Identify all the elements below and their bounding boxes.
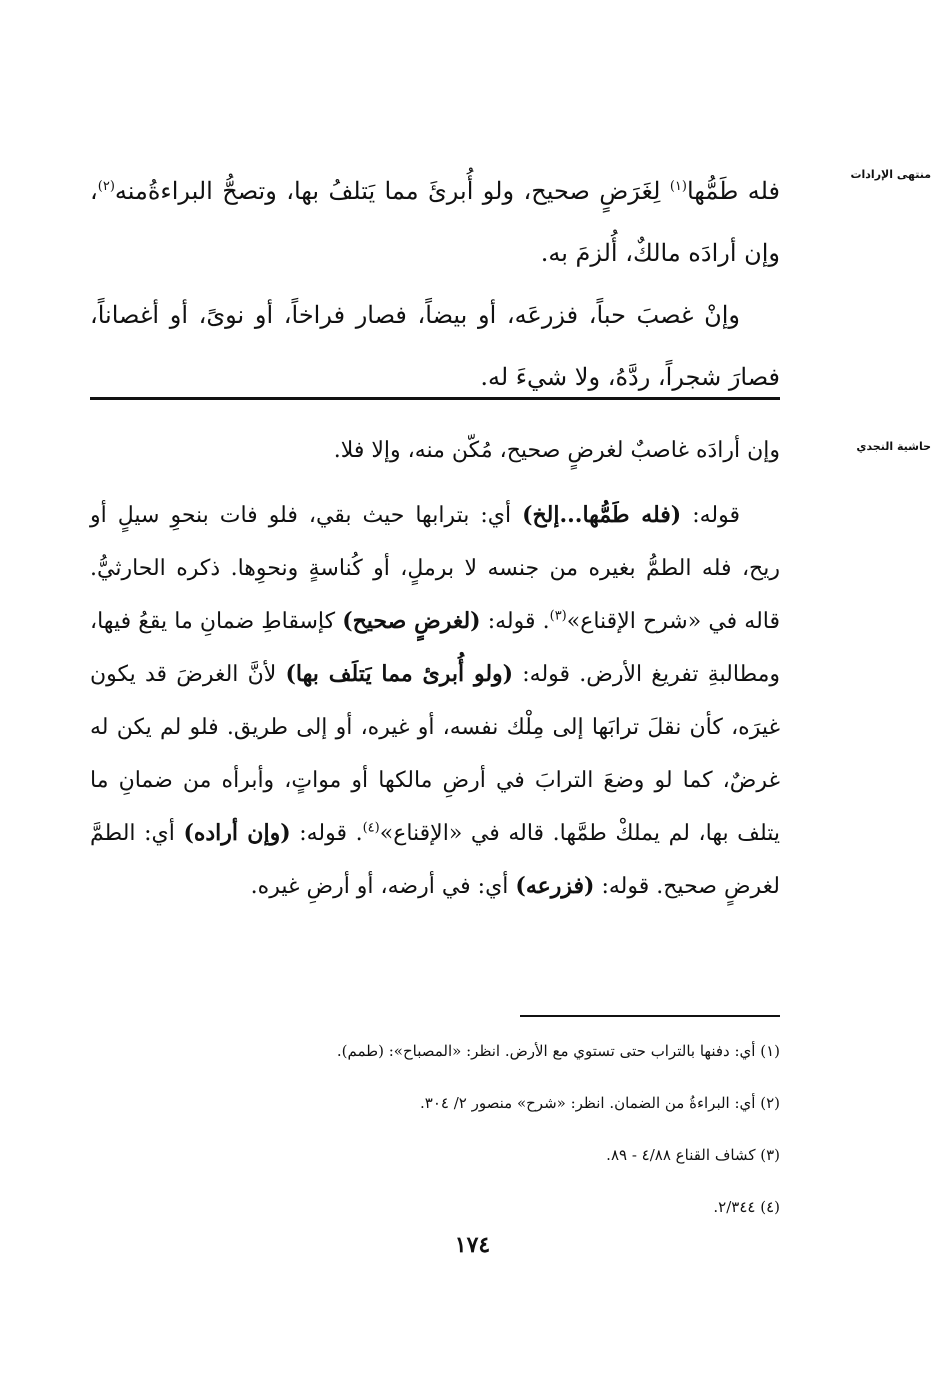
text-span: أي: في أرضه، أو أرضِ غيره. [250, 874, 516, 899]
text-span: أي: بترابها حيث بقي، فلو فات بنحوِ سيلٍ أو ريح، فله الطمُّ بغيره من جنسه لا برملٍ، أو كُناسةٍ ونحوِها. ذكره الحارثيُّ. قاله في «شرح الإقناع» [90, 503, 781, 634]
quoted-phrase: (وإن أراده) [183, 820, 291, 846]
text-span: . قوله: [480, 609, 550, 634]
text-span: لأنَّ الغرضَ قد يكون غيرَه، كأن نقلَ ترابَها إلى مِلْك نفسه، أو غيره، أو إلى طريق. فلو لم يكن له غرضٌ، كما لو وضعَ الترابَ في أرضِ مالكها أو مواتٍ، وأبرأه من ضمانِ ما يتلف بها، لم يملكْ طمَّها. قاله في «الإقناع» [90, 662, 781, 846]
footnotes-block [90, 1025, 780, 1233]
text-span: منه [114, 177, 148, 205]
quoted-phrase: (لغرضٍ صحيح) [342, 608, 481, 634]
quoted-phrase: (ولو أُبرئ مما يَتلَف بها) [285, 661, 514, 687]
text-span: أي: الطمَّ لغرضٍ صحيح. قوله: [90, 821, 780, 899]
footnote: (٤) ٢/٣٤٤. [713, 1198, 780, 1216]
text-span: لِغَرَضٍ صحيح، ولو أُبرئَ مما يَتلفُ بها، وتصحُّ البراءةُ [147, 177, 670, 205]
commentary-paragraph: وإن أرادَه غاصبٌ لغرضٍ صحيح، مُكّن منه، وإلا فلا. [333, 438, 780, 463]
text-span: فله طَمُّها [686, 177, 780, 205]
text-span: كإسقاطِ ضمانِ ما يقعُ فيها، ومطالبةِ تفريغ الأرض. قوله: [90, 609, 781, 687]
footnote: (١) أي: دفنها بالتراب حتى تستوي مع الأرض. انظر: «المصباح»: (طمم). [336, 1042, 780, 1060]
footnote-ref: (٣) [549, 608, 567, 624]
text-span: قوله: [681, 503, 740, 528]
main-text-paragraph: وإنْ غصبَ حباً، فزرعَه، أو بيضاً، فصار فراخاً، أو نوىً، أو أغصاناً، فصارَ شجراً، ردَّهُ، ولا شيءَ له. [90, 301, 780, 391]
main-text-block [90, 160, 780, 408]
footnote: (٣) كشاف القناع ٤/٨٨ - ٨٩. [606, 1146, 780, 1164]
footnote-ref: (٤) [362, 820, 380, 836]
footnote: (٢) أي: البراءةُ من الضمان. انظر: «شرح» منصور ٢/ ٣٠٤. [420, 1094, 780, 1112]
footnote-ref: (٢) [97, 179, 115, 194]
side-label-hashiya: حاشية النجدي [856, 440, 931, 453]
page-number: ١٧٤ [454, 1232, 491, 1258]
main-text-paragraph [90, 160, 780, 284]
text-span: . قوله: [290, 821, 363, 846]
footnote-ref: (١) [669, 179, 687, 194]
quoted-phrase: (فزرعه) [515, 873, 595, 899]
section-divider [90, 397, 780, 400]
commentary-block [90, 424, 780, 913]
commentary-paragraph [90, 489, 780, 913]
side-label-matn: منتهى الإرادات [850, 168, 931, 181]
text-span: ، وإن أرادَه مالكٌ، أُلزمَ به. [90, 177, 780, 267]
quoted-phrase: (فله طَمُّها...إلخ) [522, 502, 682, 528]
footnote-divider [520, 1015, 780, 1017]
